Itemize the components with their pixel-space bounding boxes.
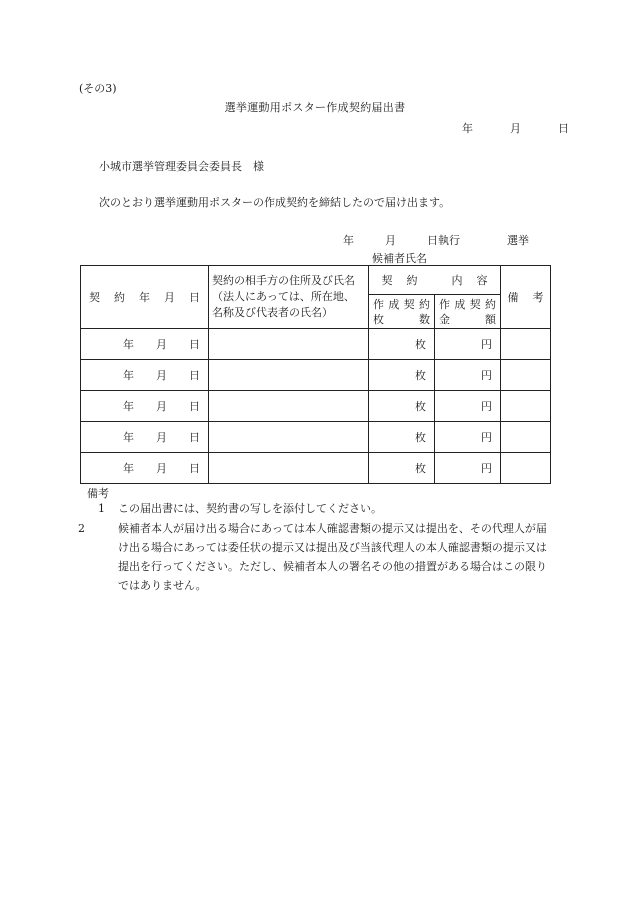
row-party[interactable]: [209, 360, 369, 391]
row-date[interactable]: 年 月 日: [81, 422, 209, 453]
candidate-name-label: 候補者氏名: [372, 252, 427, 265]
row-remarks[interactable]: [501, 391, 551, 422]
row-count[interactable]: 枚: [369, 391, 435, 422]
row-amount[interactable]: 円: [435, 391, 501, 422]
header-remarks: 備 考: [501, 266, 551, 329]
row-count[interactable]: 枚: [369, 329, 435, 360]
row-amount[interactable]: 円: [435, 329, 501, 360]
row-date[interactable]: 年 月 日: [81, 329, 209, 360]
date-day-label: 日: [558, 122, 569, 135]
row-party[interactable]: [209, 391, 369, 422]
remark-number: 1: [98, 502, 105, 515]
row-party[interactable]: [209, 422, 369, 453]
date-year-label: 年: [462, 122, 473, 135]
row-count[interactable]: 枚: [369, 360, 435, 391]
table-row: [81, 453, 551, 484]
remark-text: この届出書には、契約書の写しを添付してください。: [118, 502, 382, 515]
remark-text: 候補者本人が届け出る場合にあっては本人確認書類の提示又は提出を、その代理人が届け出る場合にあっては委任状の提示又は提出及び当該代理人の本人確認書類の提示又は提出を行ってください。ただし、候補者本人の署名その他の措置がある場合はこの限りではありません。: [118, 522, 547, 592]
row-date[interactable]: 年 月 日: [81, 391, 209, 422]
row-date[interactable]: 年 月 日: [81, 360, 209, 391]
row-amount[interactable]: 円: [435, 422, 501, 453]
table-row: [81, 391, 551, 422]
row-remarks[interactable]: [501, 453, 551, 484]
remark-item: [98, 499, 550, 518]
row-remarks[interactable]: [501, 360, 551, 391]
row-amount[interactable]: 円: [435, 453, 501, 484]
election-month-label: 月: [385, 234, 396, 247]
row-remarks[interactable]: [501, 329, 551, 360]
addressee: 小城市選挙管理委員会委員長 様: [99, 160, 264, 173]
row-count[interactable]: 枚: [369, 453, 435, 484]
submission-date: [462, 120, 569, 136]
table-row: [81, 422, 551, 453]
election-type-label: 選挙: [507, 234, 529, 247]
row-count[interactable]: 枚: [369, 422, 435, 453]
election-day-exec-label: 日執行: [427, 234, 460, 247]
header-contract-party: 契約の相手方の住所及び氏名（法人にあっては、所在地、名称及び代表者の氏名）: [209, 266, 369, 329]
header-contract-content: 契 約 内 容: [369, 266, 501, 295]
header-contract-date: 契 約 年 月 日: [81, 266, 209, 329]
form-number: (その3): [79, 82, 117, 95]
row-remarks[interactable]: [501, 422, 551, 453]
contract-table: [80, 265, 551, 484]
row-amount[interactable]: 円: [435, 360, 501, 391]
remark-item: [78, 519, 550, 595]
date-month-label: 月: [510, 122, 521, 135]
remarks-title: 備考: [87, 487, 109, 500]
row-date[interactable]: 年 月 日: [81, 453, 209, 484]
table-row: [81, 360, 551, 391]
election-line: [343, 232, 529, 248]
table-row: [81, 329, 551, 360]
row-party[interactable]: [209, 329, 369, 360]
intro-text: 次のとおり選挙運動用ポスターの作成契約を締結したので届け出ます。: [99, 196, 451, 209]
page-title: 選挙運動用ポスター作成契約届出書: [224, 101, 406, 114]
header-sheet-count: 作 成 契 約 枚 数: [369, 295, 435, 329]
election-year-label: 年: [343, 234, 354, 247]
row-party[interactable]: [209, 453, 369, 484]
remark-number: 2: [78, 522, 85, 535]
header-contract-amount: 作 成 契 約 金 額: [435, 295, 501, 329]
